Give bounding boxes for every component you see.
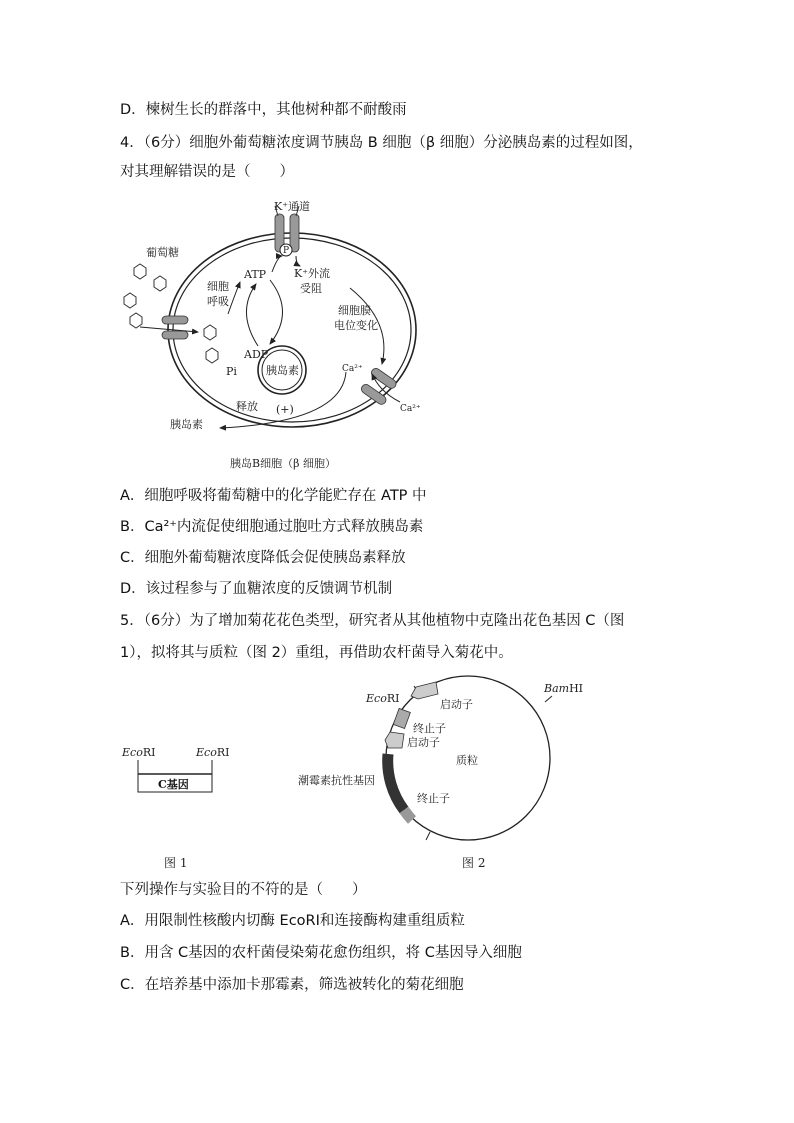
q4-option-b: B．Ca²⁺内流促使细胞通过胞吐方式释放胰岛素: [120, 519, 424, 535]
plasmid-label: 质粒: [456, 754, 478, 767]
figure-1-gene: [120, 740, 260, 875]
terminator-2-label: 终止子: [417, 792, 450, 805]
glucose-hexagon-icon: [124, 264, 218, 363]
fig2-ecori: EcoRⅠ: [366, 692, 400, 705]
plus-label: (+): [276, 403, 294, 416]
pi-label: Pi: [226, 365, 237, 378]
fig1-ecori-right: EcoRⅠ: [196, 746, 230, 759]
k-efflux-label-1: K⁺外流: [294, 267, 331, 280]
c-gene-label: C基因: [158, 778, 189, 791]
promoter-1-label: 启动子: [440, 698, 473, 711]
hygromycin-gene-icon: [388, 754, 404, 810]
k-channel-label: K⁺通道: [274, 200, 311, 213]
k-efflux-label-2: 受阻: [300, 282, 322, 295]
glucose-transporter-icon: [162, 316, 188, 339]
membrane-label-1: 细胞膜: [338, 304, 371, 317]
promoter-1-icon: [411, 682, 438, 699]
q5-option-c: C．在培养基中添加卡那霉素，筛选被转化的菊花细胞: [120, 977, 464, 993]
q4-stem-line1: 4．（6分）细胞外葡萄糖浓度调节胰岛 B 细胞（β 细胞）分泌胰岛素的过程如图，: [120, 135, 643, 151]
terminator-1-icon: [393, 708, 410, 728]
ca-inside-label: Ca²⁺: [342, 364, 363, 374]
q5-stem-line2: 1），拟将其与质粒（图 2）重组，再借助农杆菌导入菊花中。: [120, 645, 513, 661]
terminator-2-icon: [404, 810, 412, 820]
promoter-2-label: 启动子: [407, 736, 440, 749]
respiration-label-1: 细胞: [207, 280, 229, 293]
membrane-label-2: 电位变化: [334, 319, 378, 332]
q5-stem-line1: 5．（6分）为了增加菊花花色类型，研究者从其他植物中克隆出花色基因 C（图: [120, 613, 625, 629]
insulin-vesicle-label: 胰岛素: [266, 364, 299, 377]
adp-label: ADP: [244, 348, 269, 361]
q4-option-c: C．细胞外葡萄糖浓度降低会促使胰岛素释放: [120, 550, 406, 566]
fig2-caption: 图 2: [462, 856, 486, 870]
glucose-label: 葡萄糖: [146, 246, 179, 259]
q5-option-b: B．用含 C基因的农杆菌侵染菊花愈伤组织，将 C基因导入细胞: [120, 945, 522, 961]
p-label: P: [283, 246, 290, 256]
q4-stem-line2: 对其理解错误的是（ ）: [120, 164, 294, 180]
beta-cell-caption: 胰岛B细胞（β 细胞）: [230, 457, 336, 470]
q5-option-a: A．用限制性核酸内切酶 EcoRⅠ和连接酶构建重组质粒: [120, 913, 465, 929]
insulin-out-label: 胰岛素: [170, 418, 203, 431]
ca-channel-icon: [360, 367, 398, 406]
q4-option-a: A．细胞呼吸将葡萄糖中的化学能贮存在 ATP 中: [120, 488, 427, 504]
atp-label: ATP: [244, 268, 267, 281]
fig2-bamhi: BamHⅠ: [544, 682, 584, 695]
fig1-ecori-left: EcoRⅠ: [122, 746, 156, 759]
q4-option-d: D．该过程参与了血糖浓度的反馈调节机制: [120, 581, 393, 597]
ca-outside-label: Ca²⁺: [400, 404, 421, 414]
hygromycin-label: 潮霉素抗性基因: [298, 774, 375, 787]
terminator-1-label: 终止子: [413, 722, 446, 735]
figure-2-plasmid: [290, 672, 590, 875]
release-label: 释放: [236, 400, 258, 413]
respiration-label-2: 呼吸: [207, 295, 229, 308]
fig1-caption: 图 1: [164, 856, 188, 870]
beta-cell-diagram: [110, 192, 440, 477]
q5-question: 下列操作与实验目的不符的是（ ）: [120, 882, 367, 898]
q3-option-d: D．楝树生长的群落中，其他树种都不耐酸雨: [120, 102, 407, 118]
promoter-2-icon: [385, 732, 404, 748]
